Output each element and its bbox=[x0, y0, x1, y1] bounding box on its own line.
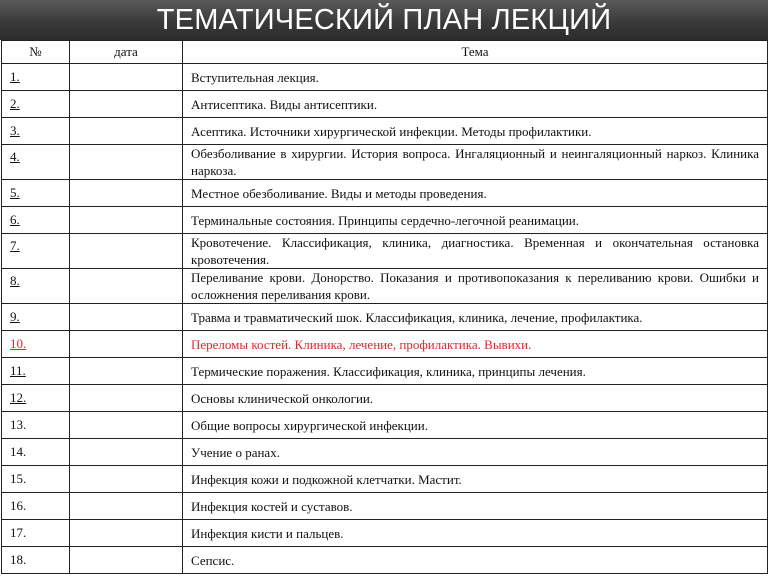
lecture-topic: Учение о ранах. bbox=[183, 439, 768, 466]
lecture-date bbox=[70, 180, 183, 207]
table-row bbox=[2, 412, 768, 439]
lecture-number: 13. bbox=[2, 412, 70, 439]
lecture-topic: Основы клинической онкологии. bbox=[183, 385, 768, 412]
table-header-row bbox=[2, 41, 768, 64]
table-row bbox=[2, 180, 768, 207]
lecture-number-link[interactable]: 11. bbox=[10, 362, 26, 378]
lecture-topic: Термические поражения. Классификация, клиника, принципы лечения. bbox=[183, 358, 768, 385]
lecture-number-link[interactable]: 5. bbox=[10, 184, 20, 200]
lecture-number[interactable] bbox=[2, 118, 70, 145]
lecture-topic: Терминальные состояния. Принципы сердечно-легочной реанимации. bbox=[183, 207, 768, 234]
lecture-date bbox=[70, 358, 183, 385]
lecture-topic: Вступительная лекция. bbox=[183, 64, 768, 91]
table-row bbox=[2, 234, 768, 269]
lecture-number[interactable] bbox=[2, 304, 70, 331]
lecture-number-link[interactable]: 7. bbox=[10, 238, 20, 253]
lecture-date bbox=[70, 304, 183, 331]
lecture-topic: Обезболивание в хирургии. История вопроса. Ингаляционный и неингаляционный наркоз. Клиника наркоза. bbox=[183, 145, 768, 180]
lecture-topic: Антисептика. Виды антисептики. bbox=[183, 91, 768, 118]
lecture-number-link[interactable]: 9. bbox=[10, 308, 20, 324]
lecture-date bbox=[70, 331, 183, 358]
lecture-topic: Инфекция костей и суставов. bbox=[183, 493, 768, 520]
table-row bbox=[2, 118, 768, 145]
lecture-date bbox=[70, 91, 183, 118]
lecture-number[interactable] bbox=[2, 145, 70, 180]
table-row bbox=[2, 91, 768, 118]
table-row bbox=[2, 358, 768, 385]
lecture-number: 15. bbox=[2, 466, 70, 493]
table-row bbox=[2, 269, 768, 304]
table-row bbox=[2, 64, 768, 91]
lecture-topic: Общие вопросы хирургической инфекции. bbox=[183, 412, 768, 439]
lecture-topic: Инфекция кисти и пальцев. bbox=[183, 520, 768, 547]
page-title: ТЕМАТИЧЕСКИЙ ПЛАН ЛЕКЦИЙ bbox=[0, 0, 768, 40]
lecture-date bbox=[70, 385, 183, 412]
lecture-number-link[interactable]: 4. bbox=[10, 149, 20, 164]
table-row bbox=[2, 439, 768, 466]
lecture-date bbox=[70, 207, 183, 234]
lecture-number[interactable] bbox=[2, 207, 70, 234]
lecture-number[interactable] bbox=[2, 331, 70, 358]
lecture-number-link[interactable]: 12. bbox=[10, 389, 27, 405]
lecture-topic: Асептика. Источники хирургической инфекции. Методы профилактики. bbox=[183, 118, 768, 145]
lecture-number[interactable] bbox=[2, 64, 70, 91]
lecture-plan-table bbox=[1, 40, 768, 574]
lecture-topic: Переломы костей. Клиника, лечение, профилактика. Вывихи. bbox=[183, 331, 768, 358]
lecture-date bbox=[70, 234, 183, 269]
lecture-number-link[interactable]: 6. bbox=[10, 211, 20, 227]
column-header-topic: Тема bbox=[183, 41, 768, 64]
lecture-number[interactable] bbox=[2, 180, 70, 207]
table-row bbox=[2, 304, 768, 331]
lecture-date bbox=[70, 547, 183, 574]
table-row bbox=[2, 385, 768, 412]
table-row bbox=[2, 466, 768, 493]
lecture-number[interactable] bbox=[2, 385, 70, 412]
lecture-topic: Инфекция кожи и подкожной клетчатки. Мастит. bbox=[183, 466, 768, 493]
lecture-topic: Переливание крови. Донорство. Показания и противопоказания к переливанию крови. Ошибки и осложнения переливания крови. bbox=[183, 269, 768, 304]
lecture-number-link[interactable]: 3. bbox=[10, 122, 20, 138]
lecture-number[interactable] bbox=[2, 91, 70, 118]
lecture-number[interactable] bbox=[2, 234, 70, 269]
lecture-number-link[interactable]: 1. bbox=[10, 68, 20, 84]
lecture-date bbox=[70, 439, 183, 466]
lecture-number-link[interactable]: 8. bbox=[10, 273, 20, 288]
lecture-number[interactable] bbox=[2, 358, 70, 385]
lecture-date bbox=[70, 118, 183, 145]
lecture-date bbox=[70, 466, 183, 493]
lecture-date bbox=[70, 269, 183, 304]
lecture-topic: Кровотечение. Классификация, клиника, диагностика. Временная и окончательная остановка кровотечения. bbox=[183, 234, 768, 269]
lecture-topic: Местное обезболивание. Виды и методы проведения. bbox=[183, 180, 768, 207]
lecture-topic: Травма и травматический шок. Классификация, клиника, лечение, профилактика. bbox=[183, 304, 768, 331]
lecture-date bbox=[70, 412, 183, 439]
lecture-number: 18. bbox=[2, 547, 70, 574]
lecture-number-link[interactable]: 10. bbox=[10, 335, 27, 351]
column-header-date: дата bbox=[70, 41, 183, 64]
lecture-topic: Сепсис. bbox=[183, 547, 768, 574]
table-row bbox=[2, 493, 768, 520]
table-row bbox=[2, 207, 768, 234]
table-row bbox=[2, 145, 768, 180]
table-row bbox=[2, 547, 768, 574]
lecture-date bbox=[70, 493, 183, 520]
lecture-number: 17. bbox=[2, 520, 70, 547]
column-header-number: № bbox=[2, 41, 70, 64]
lecture-date bbox=[70, 64, 183, 91]
table-row bbox=[2, 520, 768, 547]
lecture-number: 16. bbox=[2, 493, 70, 520]
lecture-number[interactable] bbox=[2, 269, 70, 304]
lecture-date bbox=[70, 145, 183, 180]
table-row-highlighted bbox=[2, 331, 768, 358]
lecture-date bbox=[70, 520, 183, 547]
lecture-number: 14. bbox=[2, 439, 70, 466]
lecture-number-link[interactable]: 2. bbox=[10, 95, 20, 111]
